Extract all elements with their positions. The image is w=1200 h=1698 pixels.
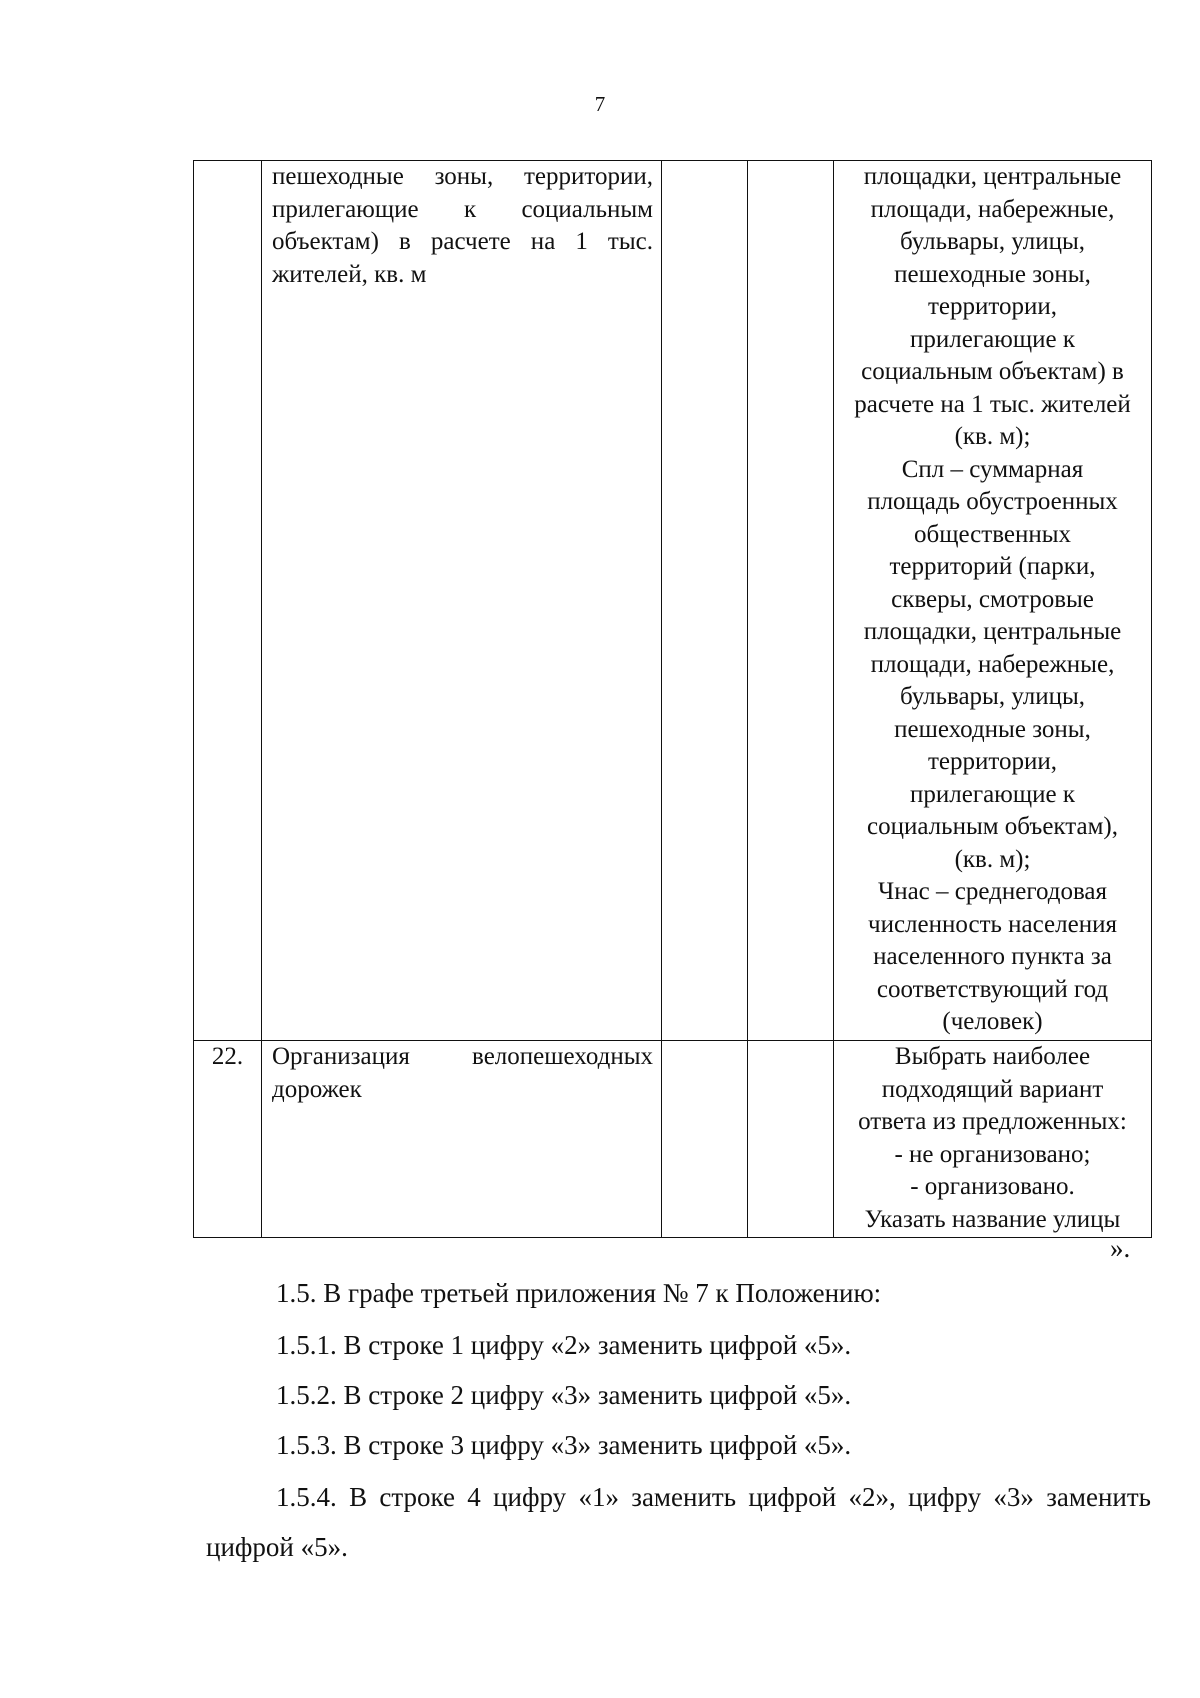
note-line: территории, (927, 293, 1057, 320)
note-line: прилегающие к (910, 780, 1075, 808)
note-line: Выбрать наиболее (894, 1043, 1091, 1070)
value-cell (748, 161, 834, 1041)
value-cell (662, 1041, 748, 1238)
note-line: численность населения (868, 910, 1117, 938)
paragraph-1-5-4: 1.5.4. В строке 4 цифру «1» заменить цифрой «2», цифру «3» заменить (276, 1482, 1151, 1512)
note-line: социальным объектам), (867, 813, 1118, 840)
note-line: подходящий вариант (881, 1075, 1104, 1103)
note-line: населенного пункта за (873, 943, 1112, 970)
note-line: площади, набережные, (870, 650, 1115, 678)
note-line: расчете на 1 тыс. жителей (854, 390, 1131, 418)
note-line: площади, набережные, (870, 195, 1115, 223)
note-line: Спл – суммарная (901, 455, 1084, 483)
note-line: площадки, центральные (863, 618, 1122, 645)
paragraph-1-5-4-continued: цифрой «5». (206, 1532, 348, 1562)
note-line: (кв. м); (954, 423, 1031, 450)
note-line: площадь обустроенных (867, 488, 1118, 515)
answer-options-lines (836, 1041, 1149, 1236)
indicator-name-cell: Организация велопешеходных дорожек (262, 1041, 662, 1238)
table-row (194, 1041, 1152, 1238)
paragraph-1-5-2: 1.5.2. В строке 2 цифру «3» заменить цифрой «5». (276, 1380, 852, 1410)
row-number-cell (194, 161, 262, 1041)
note-line: пешеходные зоны, (894, 260, 1091, 288)
calculation-note-cell (834, 161, 1152, 1041)
indicator-name-cell: пешеходные зоны, территории, прилегающие к социальным объектам) в расчете на 1 тыс. жителей, кв. м (262, 161, 662, 1041)
note-line: прилегающие к (910, 325, 1075, 353)
note-line: бульвары, улицы, (899, 683, 1086, 710)
note-line: ответа из предложенных: (858, 1108, 1127, 1135)
note-line: пешеходные зоны, (894, 715, 1091, 743)
note-line: Чнас – среднегодовая (877, 878, 1108, 905)
table-row (194, 161, 1152, 1041)
paragraph-1-5: 1.5. В графе третьей приложения № 7 к Положению: (276, 1278, 882, 1308)
note-line: общественных (913, 520, 1072, 548)
note-line: территорий (парки, (889, 553, 1096, 580)
value-cell (748, 1041, 834, 1238)
paragraph-1-5-3: 1.5.3. В строке 3 цифру «3» заменить цифрой «5». (276, 1430, 852, 1460)
closing-quote: ». (1110, 1233, 1131, 1263)
note-line: (кв. м); (954, 845, 1031, 873)
row-number-cell: 22. (194, 1041, 262, 1238)
note-line: скверы, смотровые (891, 585, 1094, 613)
note-line: бульвары, улицы, (899, 228, 1086, 255)
note-line: территории, (927, 748, 1057, 775)
paragraph-1-5-1: 1.5.1. В строке 1 цифру «2» заменить цифрой «5». (276, 1330, 852, 1360)
note-line: - организовано. (910, 1173, 1075, 1200)
note-line: (человек) (942, 1008, 1043, 1035)
indicators-table (193, 160, 1152, 1238)
note-line: социальным объектам) в (861, 358, 1124, 385)
note-line: - не организовано; (894, 1140, 1091, 1168)
note-line: Указать название улицы (864, 1205, 1121, 1233)
note-line: площадки, центральные (863, 163, 1122, 190)
page-number: 7 (594, 92, 606, 116)
answer-options-cell (834, 1041, 1152, 1238)
value-cell (662, 161, 748, 1041)
calculation-note-lines (836, 161, 1149, 1039)
note-line: соответствующий год (876, 975, 1109, 1003)
